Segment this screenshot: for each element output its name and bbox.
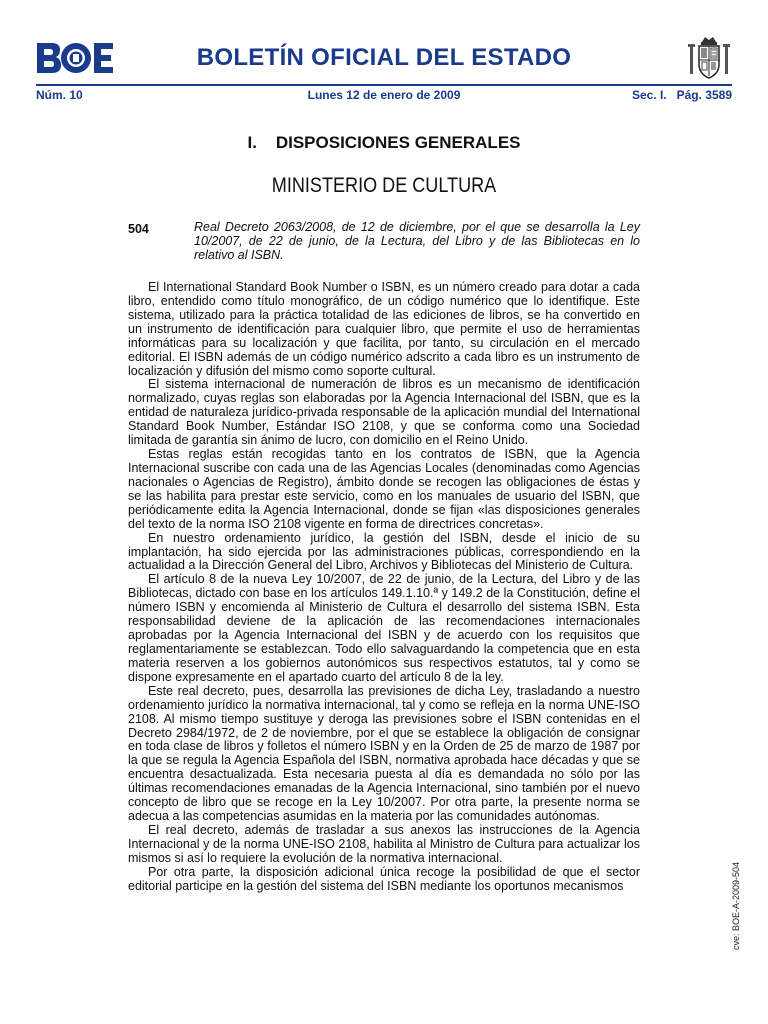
paragraph: Estas reglas están recogidas tanto en los contratos de ISBN, que la Agencia Internacional suscribe con cada una de las Agencias Locales (denominadas como Agencias nacionales o Agencias de Registro), ámbito donde se recogen las obligaciones de éstas y se las habilita para prestar este servicio, como en los manuales de usuario del ISBN, que periódicamente edita la Agencia Internacional, donde se fijan «las disposiciones generales del texto de la norma ISO 2108 vigente en forma de directrices concretas». [128,447,640,531]
document-body [128,281,640,894]
paragraph: El artículo 8 de la nueva Ley 10/2007, de 22 de junio, de la Lectura, del Libro y de las Bibliotecas, dictado con base en los artículos 149.1.10.ª y 149.2 de la Constitución, define el número ISBN y encomienda al Ministerio de Cultura el desarrollo del sistema ISBN. Esta responsabilidad deviene de la aplicación de las recomendaciones internacionales aprobadas por la Agencia Internacional del ISBN y de acuerdo con los requisitos que reglamentariamente se establezcan. Todo ello salvaguardando la competencia que en esta materia reserven a los gobiernos autonómicos sus respectivos estatutos, tal y como se dispone expresamente en el apartado cuarto del artículo 8 de la ley. [128,572,640,684]
issue-date: Lunes 12 de enero de 2009 [307,88,461,102]
issue-number: Núm. 10 [36,88,83,102]
provision-number: 504 [128,222,149,236]
masthead-title: BOLETÍN OFICIAL DEL ESTADO [196,44,572,71]
ministry-title: MINISTERIO DE CULTURA [271,174,497,197]
paragraph: El real decreto, además de trasladar a sus anexos las instrucciones de la Agencia Internacional y de la norma UNE-ISO 2108, habilita al Ministro de Cultura para actualizar los mismos si así lo requiere la evolución de la normativa internacional. [128,822,640,865]
paragraph: Por otra parte, la disposición adicional única recoge la posibilidad de que el sector editorial participe en la gestión del sistema del ISBN mediante los oportunos mecanismos [128,864,640,893]
paragraph: El International Standard Book Number o ISBN, es un número creado para dotar a cada libro, entendido como título monográfico, de un código numérico que lo identifique. Este sistema, utilizado para la práctica totalidad de las ediciones de libros, se ha convertido en un instrumento de identificación para cualquier libro, que permite el uso de herramientas informáticas para su localización y que facilita, por tanto, su circulación en el mercado editorial. El ISBN además de un código numérico adscrito a cada libro es un instrumento de localización y difusión del mismo como soporte cultural. [128,280,640,378]
provision-title: Real Decreto 2063/2008, de 12 de diciembre, por el que se desarrolla la Ley 10/2007, de 22 de junio, de la Lectura, del Libro y de las Bibliotecas en lo relativo al ISBN. [194,220,640,262]
section-page: Sec. I. Pág. 3589 [631,88,732,102]
paragraph: En nuestro ordenamiento jurídico, la gestión del ISBN, desde el inicio de su implantación, ha sido ejercida por las administraciones públicas, correspondiendo en la actualidad a la Dirección General del Libro, Archivos y Bibliotecas del Ministerio de Cultura. [128,530,640,573]
section-title: I. DISPOSICIONES GENERALES [247,133,521,152]
header-rule [36,84,732,86]
cve-identifier: cve: BOE-A-2009-504 [731,861,741,950]
coat-of-arms-icon [688,36,730,80]
paragraph: El sistema internacional de numeración de libros es un mecanismo de identificación normalizado, cuyas reglas son elaboradas por la Agencia Internacional del ISBN, que es la entidad de naturaleza jurídico-privada responsable de la aplicación mundial del International Standard Book Number, Estándar ISO 2108, y que se conforma como una Sociedad limitada de garantía sin ánimo de lucro, con domicilio en el Reino Unido. [128,377,640,448]
paragraph: Este real decreto, pues, desarrolla las previsiones de dicha Ley, trasladando a nuestro ordenamiento jurídico la normativa internacional, tal y como se refleja en la norma UNE-ISO 2108. Al mismo tiempo sustituye y deroga las previsiones sobre el ISBN contenidas en el Decreto 2984/1972, de 2 de noviembre, por el que se establece la obligación de consignar en toda clase de libros y folletos el número ISBN y en la Orden de 25 de marzo de 1987 por la que se regula la Agencia Española del ISBN, normativa aprobada hace décadas y que se encuentra desactualizada. Esta necesaria puesta al día es demandada no sólo por las últimas recomendaciones emanadas de la Agencia Internacional, sino también por el nuevo concepto de libro que se recoge en la Ley 10/2007. Por otra parte, la presente norma se adecua a las competencias asumidas en la materia por las comunidades autónomas. [128,683,640,824]
